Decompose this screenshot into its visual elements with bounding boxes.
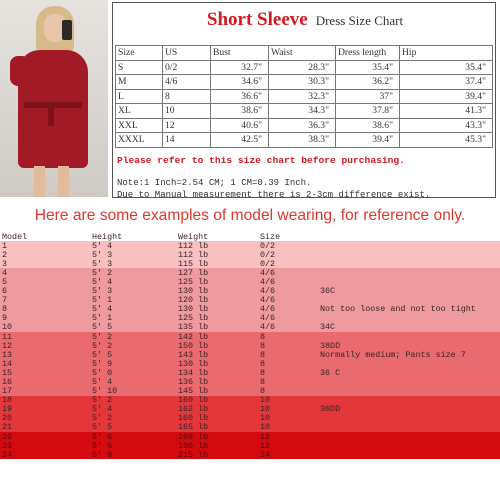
model-note: 36C (320, 286, 336, 297)
size-cell: 43.3" (400, 118, 493, 133)
reference-banner: Here are some examples of model wearing, for reference only. (34, 207, 466, 224)
model-weight: 162 lb (178, 404, 209, 415)
model-weight: 136 lb (178, 377, 209, 387)
model-height: 5' 9 (92, 449, 113, 460)
model-height: 5' 6 (92, 440, 113, 451)
size-cell: 28.3" (269, 60, 336, 75)
model-size: 0/2 (260, 249, 276, 260)
model-row (0, 268, 500, 277)
model-weight: 130 lb (178, 304, 209, 315)
model-model: 12 (2, 340, 13, 351)
model-weight: 112 lb (178, 240, 209, 251)
model-size: 4/6 (260, 286, 276, 297)
model-row (0, 396, 500, 405)
size-cell: L (116, 89, 163, 104)
model-row (0, 423, 500, 432)
size-cell: 38.6" (211, 104, 269, 119)
model-weight: 215 lb (178, 449, 209, 460)
model-height: 5' 9 (92, 358, 113, 369)
size-cell: 41.3" (400, 104, 493, 119)
model-row (0, 241, 500, 250)
model-model: 10 (2, 322, 13, 333)
model-size: 10 (260, 413, 271, 424)
model-model: 22 (2, 431, 13, 442)
model-height: 5' 1 (92, 295, 113, 306)
size-cell: 39.4" (336, 133, 400, 148)
model-weight: 115 lb (178, 258, 209, 269)
size-cell: 39.4" (400, 89, 493, 104)
model-size: 4/6 (260, 304, 276, 315)
model-size: 10 (260, 422, 271, 433)
model-size: 8 (260, 377, 266, 387)
model-height: 5' 4 (92, 240, 113, 251)
size-cell: 37.8" (336, 104, 400, 119)
model-weight: 190 lb (178, 431, 209, 442)
model-model: 1 (2, 240, 8, 251)
model-height: 5' 1 (92, 313, 113, 324)
chart-title-black: Dress Size Chart (315, 13, 404, 28)
model-size: 4/6 (260, 322, 276, 333)
model-size: 0/2 (260, 240, 276, 251)
column-header: Size (116, 46, 163, 61)
column-header: Waist (269, 46, 336, 61)
chart-title-red: Short Sleeve (206, 9, 308, 30)
model-size: 10 (260, 404, 271, 415)
model-weight: 165 lb (178, 422, 209, 433)
model-row (0, 314, 500, 323)
model-weight: 160 lb (178, 395, 209, 406)
model-weight: 142 lb (178, 331, 209, 342)
model-model: 18 (2, 395, 13, 406)
model-weight: 160 lb (178, 413, 209, 424)
size-cell: 35.4" (336, 60, 400, 75)
model-row (0, 359, 500, 368)
model-note: 38DD (320, 340, 341, 351)
size-cell: 38.6" (336, 118, 400, 133)
model-height: 5' 2 (92, 413, 113, 424)
model-model: 3 (2, 258, 8, 269)
size-cell: 45.3" (400, 133, 493, 148)
model-height: 5' 6 (92, 431, 113, 442)
size-cell: 34.3" (269, 104, 336, 119)
model-row (0, 405, 500, 414)
model-note: Not too loose and not too tight (320, 304, 476, 315)
model-weight: 145 lb (178, 386, 209, 397)
model-height: 5' 4 (92, 276, 113, 287)
size-row (116, 104, 493, 119)
conversion-note: Note:1 Inch=2.54 CM; 1 CM=0.39 Inch. (117, 178, 312, 188)
size-row (116, 75, 493, 90)
size-cell: 36.2" (336, 75, 400, 90)
size-cell: 35.4" (400, 60, 493, 75)
model-leg-left (34, 166, 45, 197)
model-weight: 135 lb (178, 322, 209, 333)
column-header: Bust (211, 46, 269, 61)
model-height: 5' 2 (92, 340, 113, 351)
model-row (0, 305, 500, 314)
model-size: 8 (260, 367, 266, 378)
size-cell: 4/6 (163, 75, 211, 90)
model-size: 8 (260, 340, 266, 351)
model-model: 20 (2, 413, 13, 424)
size-cell: 10 (163, 104, 211, 119)
column-header: Dress length (336, 46, 400, 61)
model-size: 8 (260, 349, 266, 360)
model-size: 8 (260, 386, 266, 397)
measurement-note: Due to Manual measurement there is 2-3cm difference exist. (117, 190, 431, 200)
model-model: 23 (2, 440, 13, 451)
size-row (116, 60, 493, 75)
model-height: 5' 3 (92, 249, 113, 260)
model-size: 8 (260, 358, 266, 369)
header-weight: Weight (178, 232, 209, 242)
size-cell: 8 (163, 89, 211, 104)
model-weight: 143 lb (178, 349, 209, 360)
model-weight: 190 lb (178, 440, 209, 451)
model-table-header (0, 232, 500, 241)
model-size: 4/6 (260, 276, 276, 287)
size-chart (112, 2, 496, 198)
model-row (0, 368, 500, 377)
size-cell: 38.3" (269, 133, 336, 148)
model-leg-right (58, 166, 69, 197)
model-row (0, 277, 500, 286)
model-row (0, 287, 500, 296)
model-size: 4/6 (260, 267, 276, 278)
model-note: 36 C (320, 367, 341, 378)
model-note: Normally medium; Pants size 7 (320, 349, 466, 360)
model-row (0, 378, 500, 387)
model-model: 11 (2, 331, 13, 342)
model-height: 5' 10 (92, 386, 118, 397)
model-row (0, 387, 500, 396)
model-model: 14 (2, 358, 13, 369)
column-header: Hip (400, 46, 493, 61)
model-row (0, 450, 500, 459)
model-height: 5' 5 (92, 322, 113, 333)
model-height: 5' 4 (92, 304, 113, 315)
size-chart-warning: Please refer to this size chart before purchasing. (117, 155, 405, 166)
model-model: 17 (2, 386, 13, 397)
model-size: 0/2 (260, 258, 276, 269)
model-model: 21 (2, 422, 13, 433)
model-weight: 120 lb (178, 295, 209, 306)
size-row (116, 89, 493, 104)
chart-title (113, 9, 497, 31)
model-model: 7 (2, 295, 8, 306)
size-cell: 12 (163, 118, 211, 133)
model-weight: 130 lb (178, 286, 209, 297)
phone-icon (62, 20, 72, 40)
model-size: 12 (260, 440, 271, 451)
size-cell: 0/2 (163, 60, 211, 75)
header-height: Height (92, 232, 123, 242)
model-model: 24 (2, 449, 13, 460)
model-height: 5' 5 (92, 349, 113, 360)
size-cell: 40.6" (211, 118, 269, 133)
model-size: 10 (260, 395, 271, 406)
size-cell: M (116, 75, 163, 90)
size-table (115, 45, 493, 148)
model-size: 14 (260, 449, 271, 460)
model-height: 5' 2 (92, 267, 113, 278)
size-cell: 36.6" (211, 89, 269, 104)
size-cell: 30.3" (269, 75, 336, 90)
model-note: 34C (320, 322, 336, 333)
model-model: 2 (2, 249, 8, 260)
model-row (0, 414, 500, 423)
model-size: 4/6 (260, 313, 276, 324)
size-cell: XL (116, 104, 163, 119)
model-height: 5' 0 (92, 367, 113, 378)
model-row (0, 259, 500, 268)
model-height: 5' 3 (92, 258, 113, 269)
model-weight: 125 lb (178, 276, 209, 287)
size-cell: S (116, 60, 163, 75)
column-header: US (163, 46, 211, 61)
header-model: Model (2, 232, 28, 242)
size-cell: 37" (336, 89, 400, 104)
model-note: 36DD (320, 404, 341, 415)
model-model: 13 (2, 349, 13, 360)
size-row (116, 133, 493, 148)
size-cell: 37.4" (400, 75, 493, 90)
model-weight: 112 lb (178, 249, 209, 260)
model-height: 5' 4 (92, 377, 113, 387)
model-size: 4/6 (260, 295, 276, 306)
model-model: 4 (2, 267, 8, 278)
product-photo (0, 0, 108, 197)
model-model: 6 (2, 286, 8, 297)
size-cell: 14 (163, 133, 211, 148)
model-row (0, 350, 500, 359)
model-row (0, 250, 500, 259)
model-model: 16 (2, 377, 13, 387)
size-cell: 34.6" (211, 75, 269, 90)
size-table-header (116, 46, 493, 61)
model-row (0, 323, 500, 332)
model-weight: 125 lb (178, 313, 209, 324)
model-weight: 134 lb (178, 367, 209, 378)
size-cell: XXXL (116, 133, 163, 148)
size-cell: XXL (116, 118, 163, 133)
header-size: Size (260, 232, 281, 242)
size-cell: 32.3" (269, 89, 336, 104)
model-height: 5' 5 (92, 422, 113, 433)
model-height: 5' 3 (92, 286, 113, 297)
model-rows (0, 241, 500, 459)
model-model: 15 (2, 367, 13, 378)
model-model: 5 (2, 276, 8, 287)
model-size: 8 (260, 331, 266, 342)
model-reference-table (0, 232, 500, 500)
model-row (0, 441, 500, 450)
belt-knot (48, 104, 54, 126)
model-size: 12 (260, 431, 271, 442)
model-weight: 127 lb (178, 267, 209, 278)
model-weight: 150 lb (178, 340, 209, 351)
model-row (0, 432, 500, 441)
size-cell: 32.7" (211, 60, 269, 75)
model-model: 8 (2, 304, 8, 315)
model-row (0, 332, 500, 341)
model-height: 5' 2 (92, 395, 113, 406)
size-cell: 36.3" (269, 118, 336, 133)
model-height: 5' 2 (92, 331, 113, 342)
model-model: 19 (2, 404, 13, 415)
model-height: 5' 4 (92, 404, 113, 415)
size-row (116, 118, 493, 133)
model-weight: 130 lb (178, 358, 209, 369)
model-model: 9 (2, 313, 8, 324)
size-cell: 42.5" (211, 133, 269, 148)
